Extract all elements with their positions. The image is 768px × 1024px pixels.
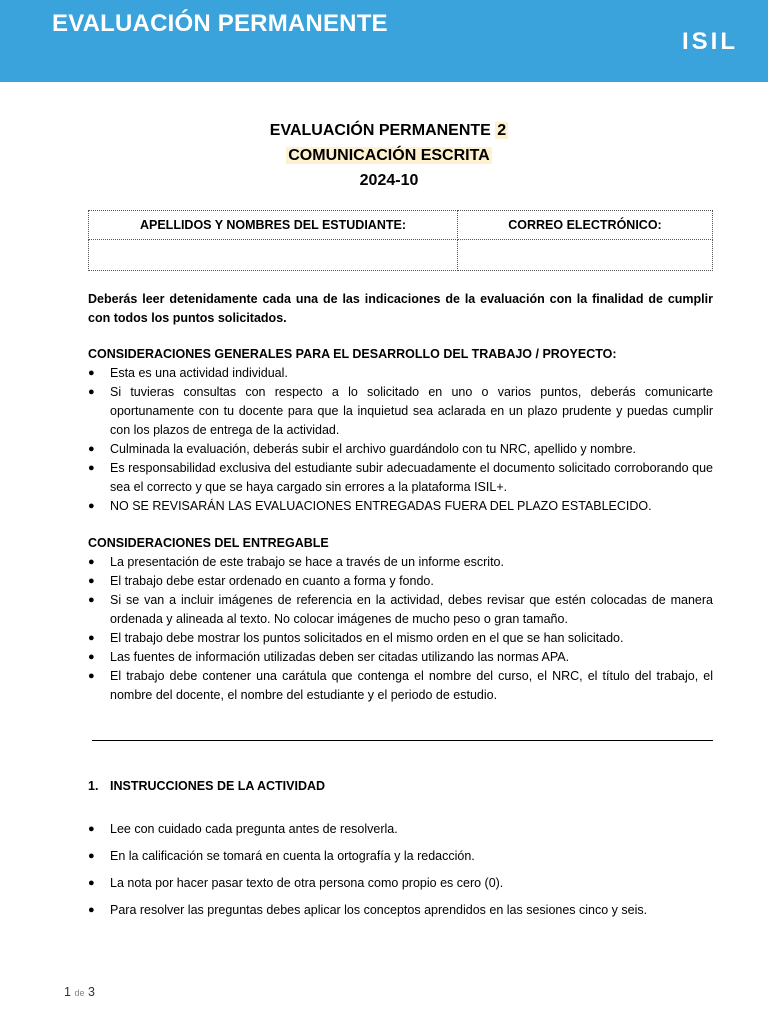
list-item	[88, 459, 713, 497]
list-item-text: Si tuvieras consultas con respecto a lo solicitado en uno o varios puntos, deberás comunicarte oportunamente con tu docente para que la inquietud sea aclarada en un plazo prudente y puedas cumplir con los plazos de entrega de la actividad.	[110, 385, 713, 437]
bullet-icon: ●	[88, 386, 95, 398]
list-item-text: Lee con cuidado cada pregunta antes de resolverla.	[110, 822, 398, 836]
bullet-icon: ●	[88, 651, 95, 663]
document-subtitle	[0, 147, 768, 165]
page-number	[64, 985, 95, 999]
bullet-icon: ●	[88, 443, 95, 455]
list-item-text: El trabajo debe contener una carátula que contenga el nombre del curso, el NRC, el título del trabajo, el nombre del docente, el nombre del estudiante y el periodo de estudio.	[110, 669, 713, 702]
bullet-icon: ●	[88, 904, 95, 916]
student-name-header: APELLIDOS Y NOMBRES DEL ESTUDIANTE:	[89, 211, 458, 240]
page-total: 3	[87, 985, 95, 999]
intro-paragraph: Deberás leer detenidamente cada una de las indicaciones de la evaluación con la finalidad de cumplir con todos los puntos solicitados.	[88, 292, 713, 325]
general-considerations-section	[88, 345, 713, 516]
list-item-text: El trabajo debe estar ordenado en cuanto a forma y fondo.	[110, 574, 434, 588]
bullet-icon: ●	[88, 556, 95, 568]
document-title-number: 2	[497, 122, 507, 139]
section-divider	[92, 740, 713, 741]
list-item	[88, 383, 713, 440]
section-heading: CONSIDERACIONES DEL ENTREGABLE	[88, 536, 329, 550]
list-item-text: La nota por hacer pasar texto de otra persona como propio es cero (0).	[110, 876, 504, 890]
document-title-text: EVALUACIÓN PERMANENTE	[269, 122, 491, 139]
list-item	[88, 553, 713, 572]
student-info-table	[88, 210, 713, 271]
bullet-icon: ●	[88, 632, 95, 644]
list-item	[88, 901, 728, 928]
bullet-icon: ●	[88, 462, 95, 474]
bullet-icon: ●	[88, 877, 95, 889]
page-separator: de	[74, 988, 85, 998]
page-current: 1	[64, 985, 71, 999]
list-item-text: El trabajo debe mostrar los puntos solicitados en el mismo orden en el que se han solicitado.	[110, 631, 624, 645]
student-name-field[interactable]	[89, 240, 458, 271]
list-item-text: La presentación de este trabajo se hace a través de un informe escrito.	[110, 555, 504, 569]
list-item	[88, 847, 728, 874]
list-item	[88, 497, 713, 516]
list-item	[88, 648, 713, 667]
list-item-text: NO SE REVISARÁN LAS EVALUACIONES ENTREGADAS FUERA DEL PLAZO ESTABLECIDO.	[110, 499, 652, 513]
bullet-icon: ●	[88, 500, 95, 512]
list-item	[88, 440, 713, 459]
email-header: CORREO ELECTRÓNICO:	[458, 211, 713, 240]
deliverable-considerations-list	[88, 553, 713, 705]
deliverable-considerations-section	[88, 534, 713, 705]
instructions-number: 1.	[88, 779, 99, 793]
document-title	[0, 122, 768, 140]
list-item-text: Es responsabilidad exclusiva del estudiante subir adecuadamente el documento solicitado corroborando que sea el correcto y que se haya cargado sin errores a la plataforma ISIL+.	[110, 461, 713, 494]
banner-title: EVALUACIÓN PERMANENTE	[52, 10, 388, 37]
list-item	[88, 591, 713, 629]
list-item	[88, 667, 713, 705]
section-heading: CONSIDERACIONES GENERALES PARA EL DESARROLLO DEL TRABAJO / PROYECTO:	[88, 347, 617, 361]
general-considerations-list	[88, 364, 713, 516]
bullet-icon: ●	[88, 594, 95, 606]
list-item	[88, 364, 713, 383]
list-item-text: En la calificación se tomará en cuenta la ortografía y la redacción.	[110, 849, 475, 863]
bullet-icon: ●	[88, 575, 95, 587]
list-item	[88, 572, 713, 591]
isil-logo: ISIL	[681, 28, 738, 55]
list-item-text: Esta es una actividad individual.	[110, 366, 288, 380]
document-period: 2024-10	[359, 172, 419, 189]
list-item-text: Culminada la evaluación, deberás subir el archivo guardándolo con tu NRC, apellido y nombre.	[110, 442, 636, 456]
email-field[interactable]	[458, 240, 713, 271]
bullet-icon: ●	[88, 670, 95, 682]
course-name: COMUNICACIÓN ESCRITA	[288, 147, 490, 164]
list-item	[88, 820, 728, 847]
list-item-text: Para resolver las preguntas debes aplicar los conceptos aprendidos en las sesiones cinco y seis.	[110, 903, 648, 917]
list-item-text: Las fuentes de información utilizadas deben ser citadas utilizando las normas APA.	[110, 650, 570, 664]
list-item	[88, 874, 728, 901]
instructions-list	[88, 820, 728, 928]
instructions-heading	[88, 779, 325, 793]
bullet-icon: ●	[88, 850, 95, 862]
header-banner	[0, 0, 768, 82]
list-item	[88, 629, 713, 648]
bullet-icon: ●	[88, 367, 95, 379]
instructions-heading-text: INSTRUCCIONES DE LA ACTIVIDAD	[110, 779, 326, 793]
list-item-text: Si se van a incluir imágenes de referencia en la actividad, debes revisar que estén colocadas de manera ordenada y alineada al texto. No colocar imágenes de mucho peso o gran tamaño.	[110, 593, 713, 626]
bullet-icon: ●	[88, 823, 95, 835]
